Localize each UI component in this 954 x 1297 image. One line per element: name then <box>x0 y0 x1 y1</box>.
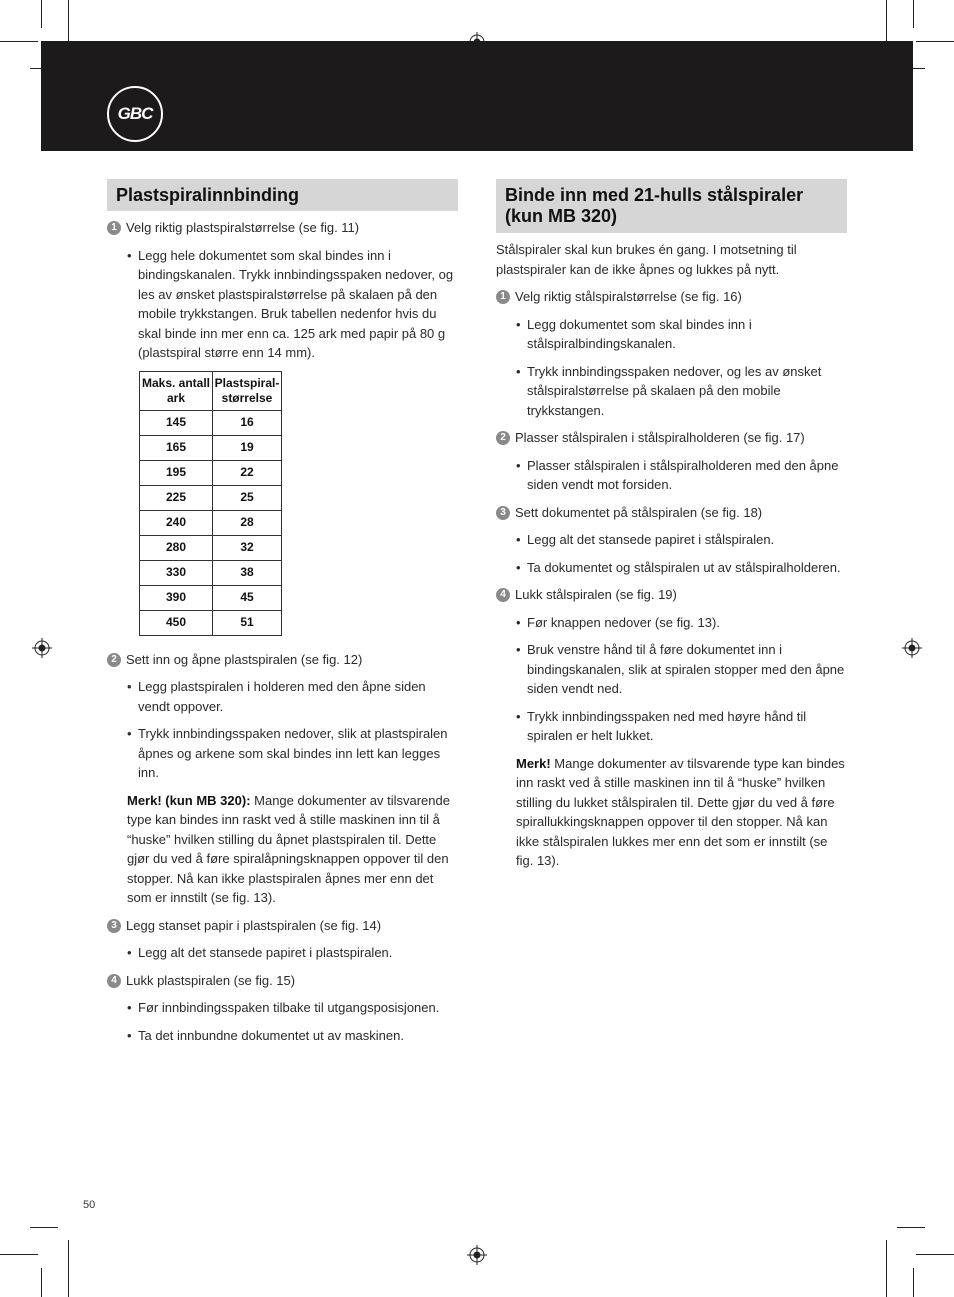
step-item <box>107 971 458 991</box>
step-text: Sett dokumentet på stålspiralen (se fig. 18) <box>515 504 763 520</box>
table-cell: 330 <box>140 560 213 585</box>
table-row <box>140 460 282 485</box>
table-header: Maks. antall ark <box>140 371 213 410</box>
crop-mark <box>916 1254 954 1255</box>
table-cell: 45 <box>213 585 282 610</box>
bullet-item: • Bruk venstre hånd til å føre dokumentet inn i bindingskanalen, slik at spiralen stopper med den åpne siden vendt ned. <box>496 640 847 699</box>
step-item <box>496 585 847 605</box>
table-row <box>140 485 282 510</box>
bullet-item: • Før knappen nedover (se fig. 13). <box>496 613 847 633</box>
step-text: Plasser stålspiralen i stålspiralholderen (se fig. 17) <box>515 430 805 445</box>
crop-mark <box>886 1240 887 1297</box>
registration-mark-icon <box>467 1245 487 1265</box>
crop-mark <box>68 1240 69 1297</box>
step-item <box>496 287 847 307</box>
step-item <box>107 218 458 238</box>
table-cell: 16 <box>213 410 282 435</box>
bullet-item: • Ta dokumentet og stålspiralen ut av stålspiralholderen. <box>496 558 847 578</box>
crop-mark <box>913 0 914 28</box>
page-number: 50 <box>83 1199 96 1211</box>
table-header: Plastspiral- størrelse <box>213 371 282 410</box>
crop-mark <box>0 1254 38 1255</box>
crop-mark <box>41 1268 42 1297</box>
table-row <box>140 535 282 560</box>
section-title-steel: Binde inn med 21-hulls stålspiraler (kun MB 320) <box>496 179 847 233</box>
table-cell: 280 <box>140 535 213 560</box>
step-text: Velg riktig stålspiralstørrelse (se fig. 16) <box>515 289 742 304</box>
table-cell: 32 <box>213 535 282 560</box>
left-column <box>107 179 458 1053</box>
bullet-item: • Legg hele dokumentet som skal bindes inn i bindingskanalen. Trykk innbindingsspaken nedover, og les av ønsket plastspiralstørrelse på skalaen på den mobile trykkstangen. Bruk tabellen nedenfor hvis du skal binde inn mer enn ca. 125 ark med papir på 80 g (plastspiral større enn 14 mm). <box>107 246 458 363</box>
crop-mark <box>897 1227 925 1228</box>
crop-mark <box>41 0 42 28</box>
table-cell: 195 <box>140 460 213 485</box>
step-number-icon: 3 <box>107 919 121 933</box>
note-label: Merk! (kun MB 320): <box>127 792 251 808</box>
table-cell: 25 <box>213 485 282 510</box>
step-number-icon: 2 <box>496 431 510 445</box>
table-cell: 22 <box>213 460 282 485</box>
crop-mark <box>916 41 954 42</box>
step-text: Sett inn og åpne plastspiralen (se fig. 12) <box>126 651 363 667</box>
note-paragraph <box>496 754 847 871</box>
table-cell: 51 <box>213 610 282 635</box>
table-cell: 145 <box>140 410 213 435</box>
bullet-item: • Plasser stålspiralen i stålspiralholderen med den åpne siden vendt mot forsiden. <box>496 456 847 495</box>
table-cell: 240 <box>140 510 213 535</box>
table-row <box>140 410 282 435</box>
note-label: Merk! <box>516 755 551 771</box>
table-cell: 450 <box>140 610 213 635</box>
step-number-icon: 3 <box>496 506 510 520</box>
step-number-icon: 1 <box>107 221 121 235</box>
bullet-item: • Trykk innbindingsspaken nedover, slik at plastspiralen åpnes og arkene som skal bindes inn lett kan legges inn. <box>107 724 458 783</box>
bullet-item: • Trykk innbindingsspaken ned med høyre hånd til spiralen er helt lukket. <box>496 707 847 746</box>
step-number-icon: 4 <box>496 588 510 602</box>
note-paragraph <box>107 791 458 908</box>
bullet-item: • Legg alt det stansede papiret i plastspiralen. <box>107 943 458 963</box>
step-number-icon: 2 <box>107 653 121 667</box>
step-item <box>107 916 458 936</box>
crop-mark <box>0 41 38 42</box>
step-text: Lukk plastspiralen (se fig. 15) <box>126 972 296 988</box>
table-row <box>140 435 282 460</box>
note-text: Mange dokumenter av tilsvarende type kan bindes inn raskt ved å stille maskinen inn til å “huske” hvilken stilling du åpnet plastspiralen til. Dette gjør du ved å føre spiralåpningsknappen oppover til den stopper. Nå kan ikke plastspiralen åpnes mer enn det som er innstilt (se fig. 13). <box>127 792 450 905</box>
step-text: Legg stanset papir i plastspiralen (se fig. 14) <box>126 917 382 933</box>
bullet-item: • Legg plastspiralen i holderen med den åpne siden vendt oppover. <box>107 677 458 716</box>
table-cell: 165 <box>140 435 213 460</box>
step-item <box>496 503 847 523</box>
crop-mark <box>30 1227 58 1228</box>
note-text: Mange dokumenter av tilsvarende type kan bindes inn raskt ved å stille maskinen inn til å “huske” hvilken stilling du lukket stålspiralen til. Dette gjør du ved å føre spirallukkingsknappen oppover til den stopper. Nå kan ikke stålspiralen lukkes mer enn det som er innstilt (se fig. 13). <box>516 755 845 868</box>
crop-mark <box>913 1268 914 1297</box>
table-cell: 225 <box>140 485 213 510</box>
bullet-item: • Legg dokumentet som skal bindes inn i stålspiralbindingskanalen. <box>496 315 847 354</box>
step-item <box>107 650 458 670</box>
step-number-icon: 4 <box>107 974 121 988</box>
table-row <box>140 510 282 535</box>
bullet-item: • Trykk innbindingsspaken nedover, og les av ønsket stålspiralstørrelse på skalaen på den mobile trykkstangen. <box>496 362 847 421</box>
table-cell: 390 <box>140 585 213 610</box>
table-cell: 28 <box>213 510 282 535</box>
gbc-logo <box>107 86 163 142</box>
step-item <box>496 428 847 448</box>
table-row <box>140 610 282 635</box>
table-cell: 38 <box>213 560 282 585</box>
section-title-plastic: Plastspiralinnbinding <box>107 179 458 211</box>
table-row <box>140 560 282 585</box>
header-banner <box>41 41 913 151</box>
table-row <box>140 585 282 610</box>
registration-mark-icon <box>902 638 922 658</box>
bullet-item: • Før innbindingsspaken tilbake til utgangsposisjonen. <box>107 998 458 1018</box>
table-cell: 19 <box>213 435 282 460</box>
logo-text: GBC <box>117 104 153 123</box>
bullet-item: • Ta det innbundne dokumentet ut av maskinen. <box>107 1026 458 1046</box>
right-column <box>496 179 847 879</box>
intro-paragraph: Stålspiraler skal kun brukes én gang. I motsetning til plastspiraler kan de ikke åpnes og lukkes på nytt. <box>496 242 797 277</box>
bullet-item: • Legg alt det stansede papiret i stålspiralen. <box>496 530 847 550</box>
registration-mark-icon <box>32 638 52 658</box>
step-text: Velg riktig plastspiralstørrelse (se fig. 11) <box>126 220 360 235</box>
step-text: Lukk stålspiralen (se fig. 19) <box>515 587 677 602</box>
step-number-icon: 1 <box>496 290 510 304</box>
size-table <box>139 371 282 636</box>
